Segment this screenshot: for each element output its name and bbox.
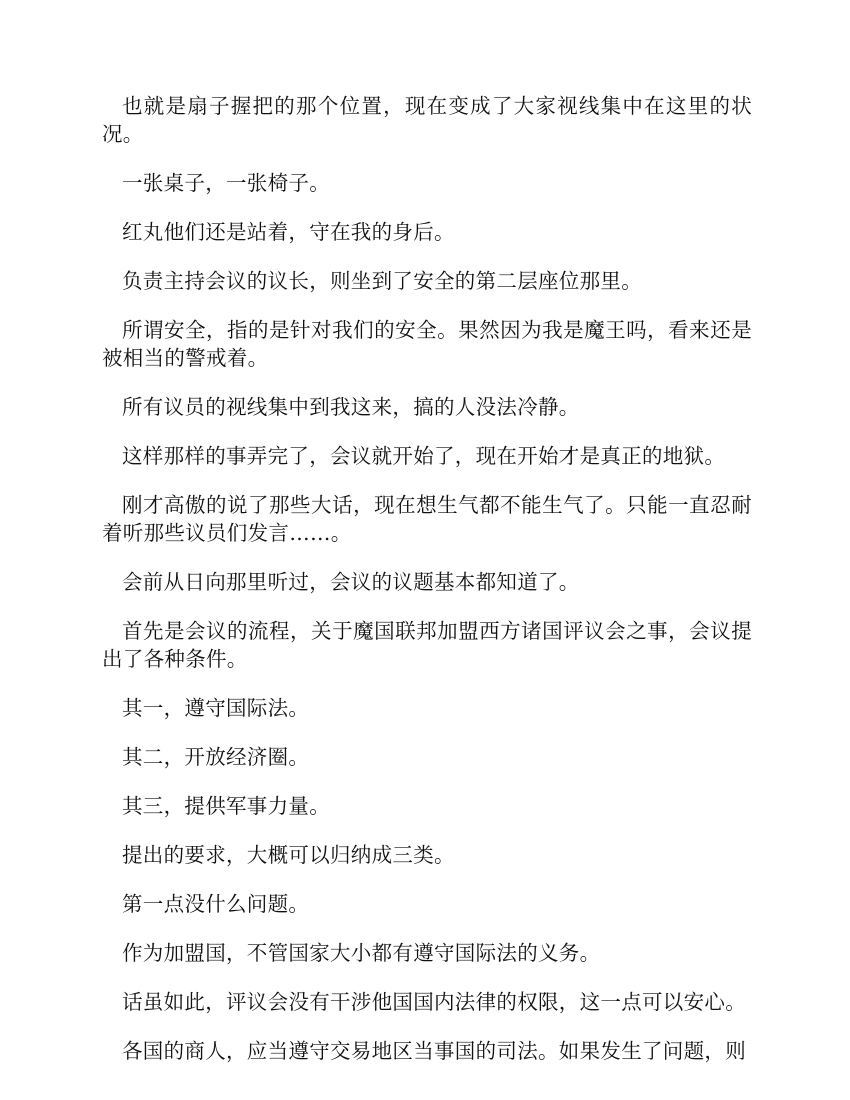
- paragraph: 也就是扇子握把的那个位置，现在变成了大家视线集中在这里的状况。: [102, 94, 752, 146]
- paragraph: 各国的商人，应当遵守交易地区当事国的司法。如果发生了问题，则: [122, 1039, 746, 1063]
- paragraph: 这样那样的事弄完了，会议就开始了，现在开始才是真正的地狱。: [122, 444, 726, 468]
- paragraph: 刚才高傲的说了那些大话，现在想生气都不能生气了。只能一直忍耐着听那些议员们发言……。: [102, 493, 752, 545]
- paragraph: 所谓安全，指的是针对我们的安全。果然因为我是魔王吗，看来还是被相当的警戒着。: [102, 318, 752, 370]
- paragraph: 红丸他们还是站着，守在我的身后。: [122, 220, 455, 244]
- paragraph: 其一，遵守国际法。: [122, 696, 310, 720]
- paragraph: 所有议员的视线集中到我这来，搞的人没法冷静。: [122, 395, 580, 419]
- paragraph: 会前从日向那里听过，会议的议题基本都知道了。: [122, 570, 580, 594]
- paragraph: 首先是会议的流程，关于魔国联邦加盟西方诸国评议会之事，会议提出了各种条件。: [102, 619, 752, 671]
- paragraph: 提出的要求，大概可以归纳成三类。: [122, 843, 455, 867]
- paragraph: 作为加盟国，不管国家大小都有遵守国际法的义务。: [122, 941, 601, 965]
- paragraph: 一张桌子，一张椅子。: [122, 171, 330, 195]
- paragraph: 其三，提供军事力量。: [122, 794, 330, 818]
- paragraph: 话虽如此，评议会没有干涉他国国内法律的权限，这一点可以安心。: [122, 990, 746, 1014]
- body-text: [102, 92, 752, 1086]
- paragraph: 负责主持会议的议长，则坐到了安全的第二层座位那里。: [122, 269, 642, 293]
- paragraph: 第一点没什么问题。: [122, 892, 310, 916]
- paragraph: 其二，开放经济圈。: [122, 745, 310, 769]
